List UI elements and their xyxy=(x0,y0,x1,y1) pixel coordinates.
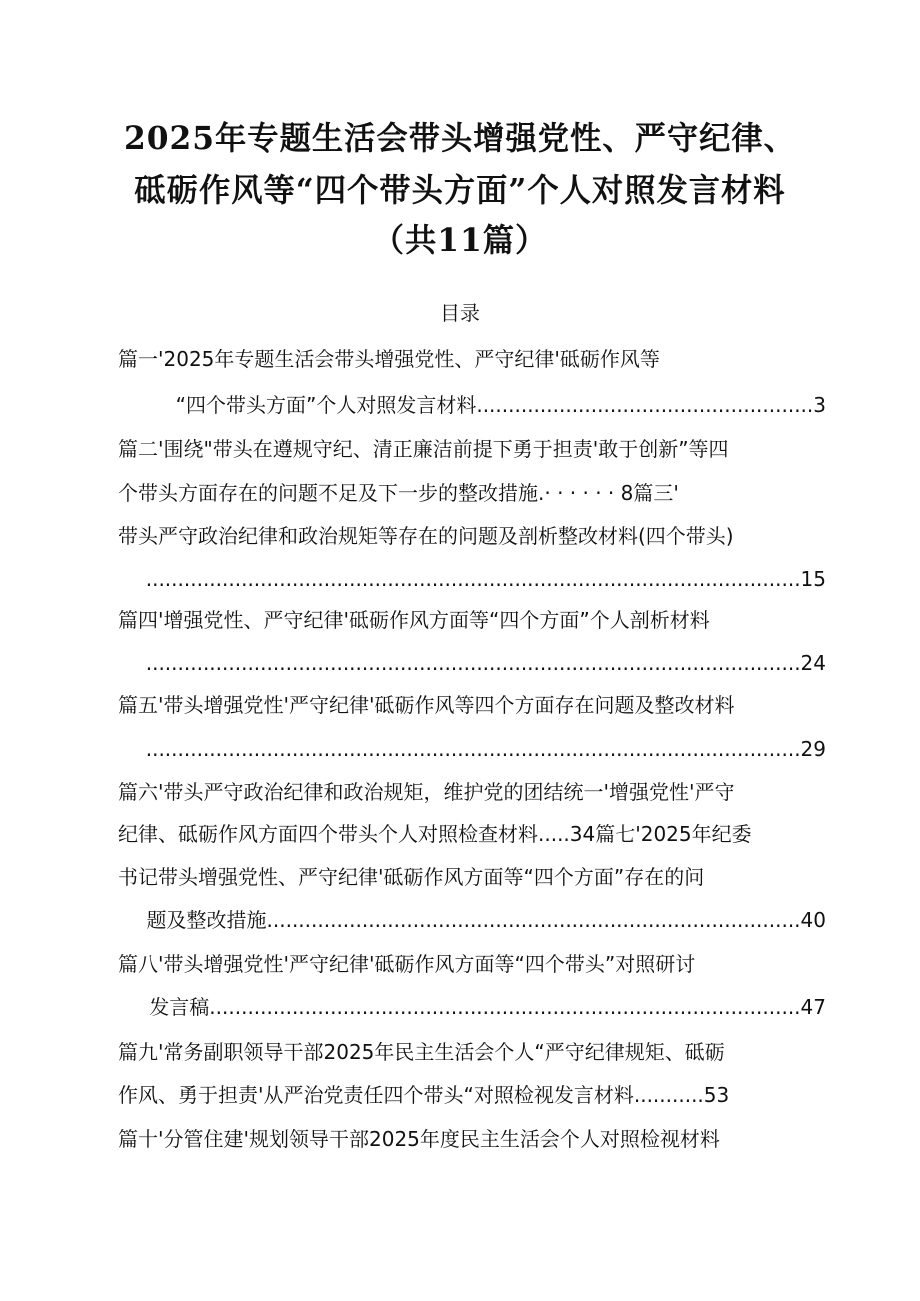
toc-line[interactable]: 篇二'围绕"带头在遵规守纪、清正廉洁前提下勇于担责'敢于创新”等四 xyxy=(118,437,729,461)
toc-line[interactable]: .......................................................................................................24 xyxy=(145,651,826,675)
toc-line[interactable]: 书记带头增强党性、严守纪律'砥砺作风方面等“四个方面”存在的问 xyxy=(118,865,705,889)
toc-line[interactable]: 个带头方面存在的问题不足及下一步的整改措施.· · · · · · 8篇三' xyxy=(118,481,679,505)
document-title-line-3: （共11篇） xyxy=(372,221,548,259)
toc-line[interactable]: .......................................................................................................15 xyxy=(145,567,826,591)
toc-line[interactable]: 纪律、砥砺作风方面四个带头个人对照检查材料.....34篇七'2025年纪委 xyxy=(118,822,752,846)
document-title-line-2: 砥砺作风等“四个带头方面”个人对照发言材料 xyxy=(134,171,786,209)
document-title-line-1: 2025年专题生活会带头增强党性、严守纪律、 xyxy=(124,119,796,157)
toc-line[interactable]: 题及整改措施....................................................................................40 xyxy=(146,908,826,932)
toc-line[interactable]: 篇六'带头严守政治纪律和政治规矩，维护党的团结统一'增强党性'严守 xyxy=(118,780,735,804)
toc-line[interactable]: 篇四'增强党性、严守纪律'砥砺作风方面等“四个方面”个人剖析材料 xyxy=(118,608,710,632)
toc-line[interactable]: 篇十'分管住建'规划领导干部2025年度民主生活会个人对照检视材料 xyxy=(118,1127,720,1151)
toc-line[interactable]: “四个带头方面”个人对照发言材料.....................................................3 xyxy=(175,393,826,417)
toc-heading: 目录 xyxy=(440,301,480,325)
toc-line[interactable]: 篇五'带头增强党性'严守纪律'砥砺作风等四个方面存在问题及整改材料 xyxy=(118,693,735,717)
toc-line[interactable]: 发言稿.............................................................................................47 xyxy=(149,995,826,1019)
toc-line[interactable]: 篇一'2025年专题生活会带头增强党性、严守纪律'砥砺作风等 xyxy=(118,347,660,371)
toc-line[interactable]: 篇八'带头增强党性'严守纪律'砥砺作风方面等“四个带头”对照研讨 xyxy=(118,952,696,976)
toc-line[interactable]: 篇九'常务副职领导干部2025年民主生活会个人“严守纪律规矩、砥砺 xyxy=(118,1040,725,1064)
toc-line[interactable]: .......................................................................................................29 xyxy=(145,737,826,761)
toc-line[interactable]: 带头严守政治纪律和政治规矩等存在的问题及剖析整改材料(四个带头) xyxy=(118,524,734,548)
toc-line[interactable]: 作风、勇于担责'从严治党责任四个带头“对照检视发言材料...........53 xyxy=(118,1083,730,1107)
